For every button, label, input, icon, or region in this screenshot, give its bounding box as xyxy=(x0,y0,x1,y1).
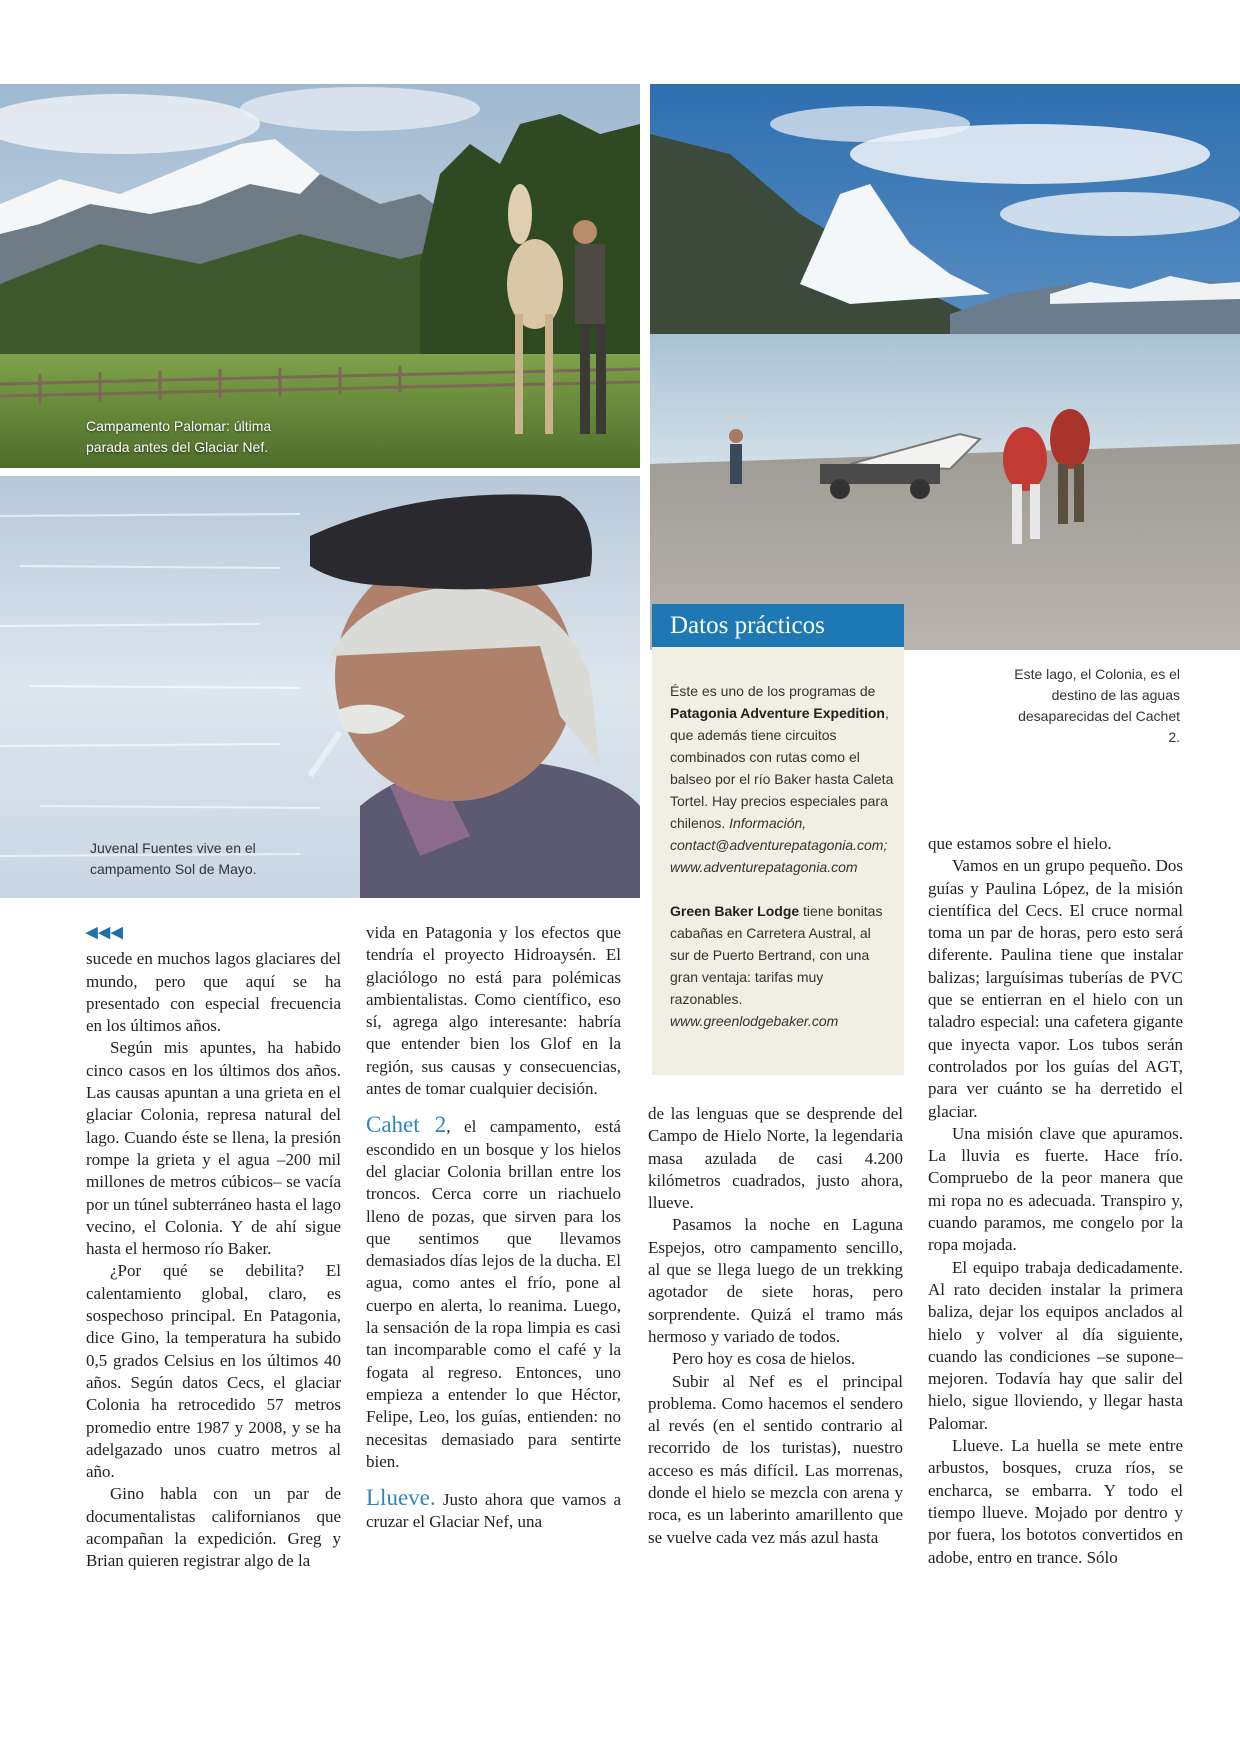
article-paragraph-llueve: Llueve. Justo ahora que vamos a cruzar el Glaciar Nef, una xyxy=(366,1485,621,1532)
article-paragraph: que estamos sobre el hielo. xyxy=(928,834,1112,853)
article-paragraph: Vamos en un grupo pequeño. Dos guías y Paulina López, de la misión científica del Cecs. El cruce normal toma un par de horas, pero esto será diferente. Paulina tiene que instalar balizas; larguísimas tuberías de PVC que se entierran en el hielo con un taladro especial: una cafetera gigante que inyecta vapor. Los tubos serán controlados por los guías del AGT, para ver cuánto se ha derretido el glaciar. xyxy=(928,856,1183,1121)
article-paragraph-cahet: Cahet 2, el campamento, está escondido en un bosque y los hielos del glaciar Colonia brillan entre los troncos. Cerca corre un riachuelo lleno de pozas, que sirven para los que sentimos que llevamos demasiados días lejos de la ducha. El agua, como antes el frío, pone al cuerpo en alerta, lo reanima. Luego, la sensación de la ropa limpia es casi tan incomparable como el café y la fogata al regreso. Entonces, uno empieza a entender lo que Héctor, Felipe, Leo, los guías, entienden: no necesitas demasiado para sentirte bien. xyxy=(366,1112,621,1471)
photo-campamento-palomar xyxy=(0,84,640,468)
sidebar-paragraph-1: Éste es uno de los programas de Patagonia Adventure Expedition, que además tiene circuitos combinados con rutas como el balseo por el río Baker hasta Caleta Tortel. Hay precios especiales para chilenos. Información, contact@adventurepatagonia.com; www.adventurepatagonia.com xyxy=(670,683,894,875)
article-column-1 xyxy=(86,922,341,1573)
section-lead-cahet: Cahet 2 xyxy=(366,1112,447,1138)
article-column-3 xyxy=(648,1103,903,1549)
caption-juvenal: Juvenal Fuentes vive en el campamento Sol de Mayo. xyxy=(90,840,257,877)
photo-lago-colonia xyxy=(650,84,1240,650)
section-lead-llueve: Llueve. xyxy=(366,1485,436,1511)
article-paragraph: Subir al Nef es el principal problema. Como hacemos el sendero al revés (en el sentido contrario al recorrido de los turistas), nuestro acceso es más difícil. Las morrenas, donde el hielo se mezcla con arena y roca, es un laberinto amarillento que se vuelve cada vez más azul hasta xyxy=(648,1371,903,1547)
caption-lago-colonia: Este lago, el Colonia, es el destino de las aguas desaparecidas del Cachet 2. xyxy=(1014,666,1180,745)
article-paragraph: El equipo trabaja dedicadamente. Al rato deciden instalar la primera baliza, dejar los equipos anclados al hielo y volver al día siguiente, cuando las condiciones –se supone– mejoren. Todavía hay que salir del hielo, sigue lloviendo, y llegar hasta Palomar. xyxy=(928,1257,1183,1433)
article-paragraph: vida en Patagonia y los efectos que tendría el proyecto Hidroaysén. El glaciólogo no está para polémicas ambientalistas. Como científico, eso sí, agrega algo interesante: habría que entender bien los Glof en la región, sus causas y consecuencias, antes de tomar cualquier decisión. xyxy=(366,923,621,1099)
sidebar-text xyxy=(670,680,894,1032)
continue-marker-icon: ◀◀◀ xyxy=(86,924,124,941)
article-paragraph: Una misión clave que apuramos. La lluvia es fuerte. Hace frío. Compruebo de la peor manera que mi ropa no es adecuada. Transpiro y, cuando paramos, me congelo por la ropa mojada. xyxy=(928,1123,1183,1255)
article-paragraph: Llueve. La huella se mete entre arbustos, bosques, cruza ríos, se encharca, se embarra. Y todo el tiempo llueve. Mojado por dentro y por fuera, los bototos convertidos en adobe, entro en trance. Sólo xyxy=(928,1436,1183,1567)
article-column-2 xyxy=(366,922,621,1534)
lodge-website[interactable]: www.greenlodgebaker.com xyxy=(670,1013,839,1029)
article-paragraph: Gino habla con un par de documentalistas californianos que acompañan la expedición. Greg y Brian quieren registrar algo de la xyxy=(86,1484,341,1571)
article-paragraph: de las lenguas que se desprende del Campo de Hielo Norte, la legendaria masa azulada de casi 4.200 kilómetros cuadrados, justo ahora, llueve. xyxy=(648,1104,903,1213)
contact-info[interactable]: Información, contact@adventurepatagonia.com; www.adventurepatagonia.com xyxy=(670,815,888,875)
article-paragraph: Pero hoy es cosa de hielos. xyxy=(672,1349,856,1369)
caption-palomar: Campamento Palomar: última parada antes del Glaciar Nef. xyxy=(86,418,272,455)
article-paragraph: sucede en muchos lagos glaciares del mundo, pero que aquí se ha presentado con especial frecuencia en los últimos años. xyxy=(86,949,341,1036)
article-paragraph: Pasamos la noche en Laguna Espejos, otro campamento sencillo, al que se llega luego de un trekking agotador de siete horas, pero sorprendente. Quizá el tramo más hermoso y variado de todos. xyxy=(648,1215,903,1346)
article-column-4 xyxy=(928,833,1183,1569)
sidebar-paragraph-2: Green Baker Lodge tiene bonitas cabañas en Carretera Austral, al sur de Puerto Bertrand, con una gran ventaja: tarifas muy razonables. www.greenlodgebaker.com xyxy=(670,903,883,1029)
article-paragraph: Según mis apuntes, ha habido cinco casos en los últimos dos años. Las causas apuntan a una grieta en el glaciar Colonia, represa natural del lago. Cuando éste se llena, la presión rompe la grieta y el agua –200 mil millones de metros cúbicos– se vacía por un túnel subterráneo hasta el lago vecino, el Colonia. Y de ahí sigue hasta el hermoso río Baker. xyxy=(86,1038,341,1259)
photo-juvenal-fuentes xyxy=(0,476,640,898)
lodge-name: Green Baker Lodge xyxy=(670,903,800,919)
article-paragraph: ¿Por qué se debilita? El calentamiento global, claro, es sospechoso principal. En Patagonia, dice Gino, la temperatura ha subido 0,5 grados Celsius en los últimos 40 años. Según datos Cecs, el glaciar Colonia ha retrocedido 57 metros promedio entre 1987 y 2008, y se ha adelgazado unos cuatro metros al año. xyxy=(86,1261,341,1482)
company-name: Patagonia Adventure Expedition xyxy=(670,705,885,721)
sidebar-title: Datos prácticos xyxy=(652,604,904,647)
